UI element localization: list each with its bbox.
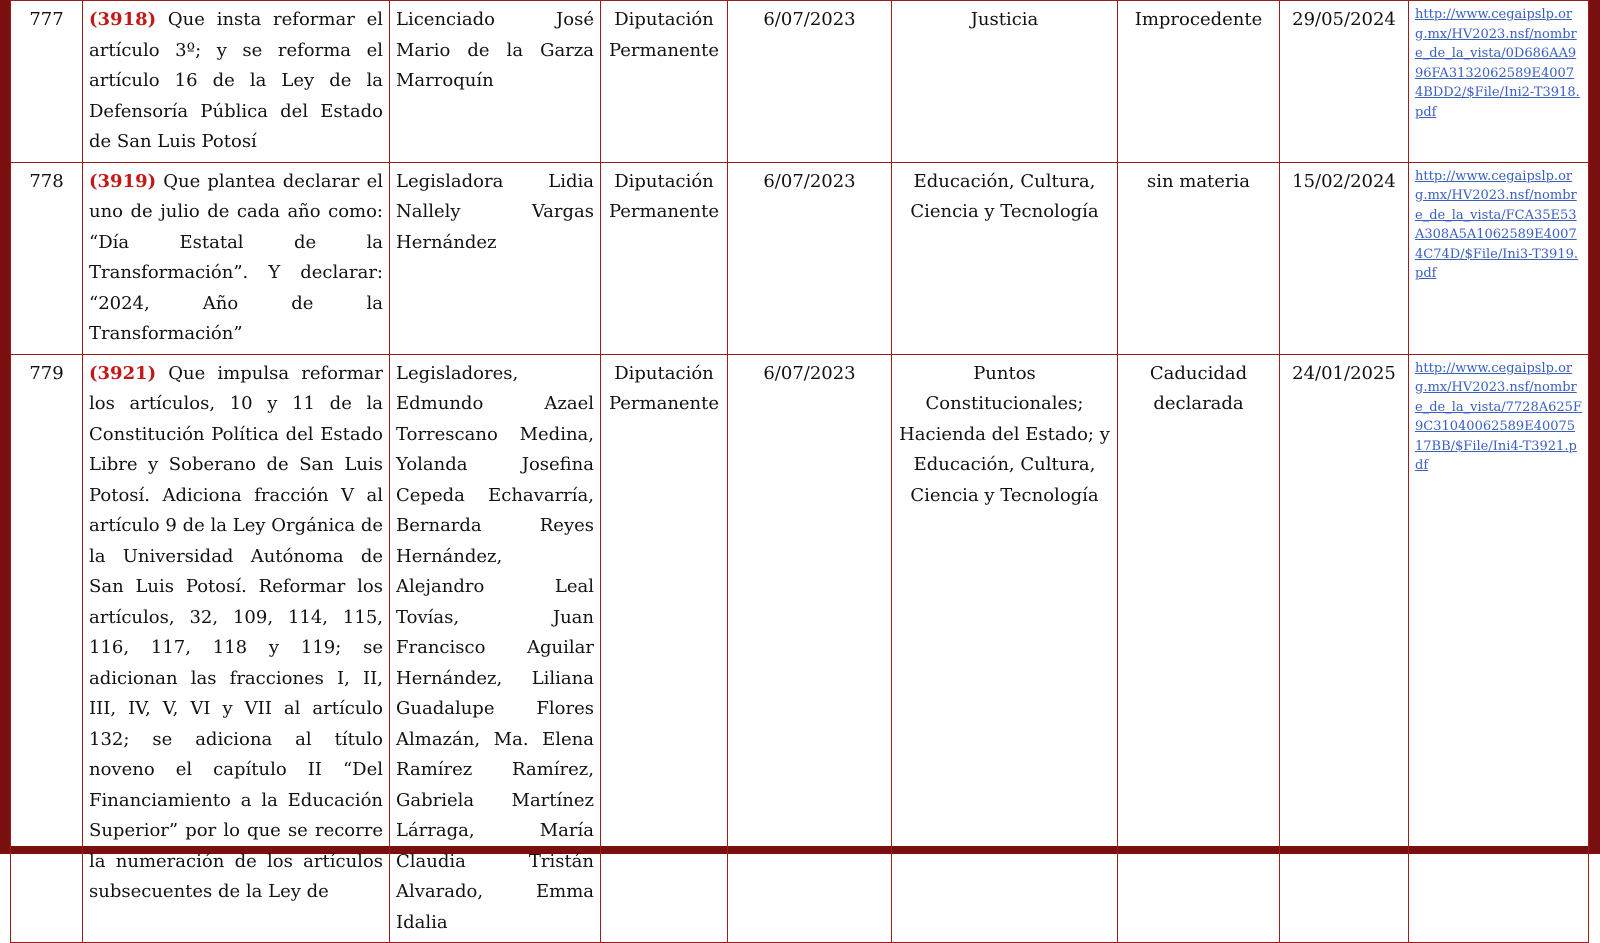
initiative-author: Licenciado José Mario de la Garza Marroquín <box>390 1 601 163</box>
document-link-cell <box>1409 162 1589 354</box>
commission: Educación, Cultura, Ciencia y Tecnología <box>892 162 1118 354</box>
page-border-right <box>1588 0 1600 854</box>
document-link[interactable]: http://www.cegaipslp.org.mx/HV2023.nsf/nombre_de_la_vista/FCA35E53A308A5A1062589E40074C74D/$File/Ini3-T3919.pdf <box>1415 168 1578 281</box>
received-by: Diputación Permanente <box>601 1 728 163</box>
table-row <box>11 162 1589 354</box>
table-row <box>11 354 1589 943</box>
description-text: Que plantea declarar el uno de julio de cada año como: “Día Estatal de la Transformación”. Y declarar: “2024, Año de la Transformación” <box>89 170 383 344</box>
resolution-date: 15/02/2024 <box>1280 162 1409 354</box>
document-link[interactable]: http://www.cegaipslp.org.mx/HV2023.nsf/nombre_de_la_vista/7728A625F9C31040062589E4007517BB/$File/Ini4-T3921.pdf <box>1415 360 1582 473</box>
table-row <box>11 1 1589 163</box>
row-number: 779 <box>11 354 83 943</box>
received-by: Diputación Permanente <box>601 162 728 354</box>
description-text: Que impulsa reformar los artículos, 10 y 11 de la Constitución Política del Estado Libre y Soberano de San Luis Potosí. Adiciona fracción V al artículo 9 de la Ley Orgánica de la Universidad Autónoma de San Luis Potosí. Reformar los artículos, 32, 109, 114, 115, 116, 117, 118 y 119; se adicionan las fracciones I, II, III, IV, V, VI y VII al artículo 132; se adiciona al título noveno el capítulo II “Del Financiamiento a la Educación Superior” por lo que se recorre la numeración de los artículos subsecuentes de la Ley de <box>89 362 383 902</box>
initiative-author: Legisladores, Edmundo Azael Torrescano Medina, Yolanda Josefina Cepeda Echavarría, Bernarda Reyes Hernández, Alejandro Leal Tovías, Juan Francisco Aguilar Hernández, Liliana Guadalupe Flores Almazán, Ma. Elena Ramírez Ramírez, Gabriela Martínez Lárraga, María Claudia Tristán Alvarado, Emma Idalia <box>390 354 601 943</box>
commission: Puntos Constitucionales; Hacienda del Estado; y Educación, Cultura, Ciencia y Tecnología <box>892 354 1118 943</box>
initiative-code: (3921) <box>89 362 157 384</box>
document-link-cell <box>1409 1 1589 163</box>
initiative-description <box>83 162 390 354</box>
row-number: 778 <box>11 162 83 354</box>
row-number: 777 <box>11 1 83 163</box>
status-label: Improcedente <box>1118 1 1280 163</box>
description-text: Que insta reformar el artículo 3º; y se reforma el artículo 16 de la Ley de la Defensoría Pública del Estado de San Luis Potosí <box>89 9 383 152</box>
resolution-date: 24/01/2025 <box>1280 354 1409 943</box>
submission-date: 6/07/2023 <box>728 1 892 163</box>
commission: Justicia <box>892 1 1118 163</box>
initiative-description <box>83 1 390 163</box>
submission-date: 6/07/2023 <box>728 354 892 943</box>
status-label: sin materia <box>1118 162 1280 354</box>
initiative-description <box>83 354 390 943</box>
received-by: Diputación Permanente <box>601 354 728 943</box>
initiative-code: (3919) <box>89 170 157 192</box>
page-border-left <box>0 0 10 854</box>
submission-date: 6/07/2023 <box>728 162 892 354</box>
initiatives-table <box>10 0 1589 943</box>
resolution-date: 29/05/2024 <box>1280 1 1409 163</box>
initiative-code: (3918) <box>89 9 157 30</box>
status-label: Caducidad declarada <box>1118 354 1280 943</box>
document-link[interactable]: http://www.cegaipslp.org.mx/HV2023.nsf/nombre_de_la_vista/0D686AA996FA3132062589E40074BDD2/$File/Ini2-T3918.pdf <box>1415 7 1580 120</box>
document-link-cell <box>1409 354 1589 943</box>
initiative-author: Legisladora Lidia Nallely Vargas Hernández <box>390 162 601 354</box>
